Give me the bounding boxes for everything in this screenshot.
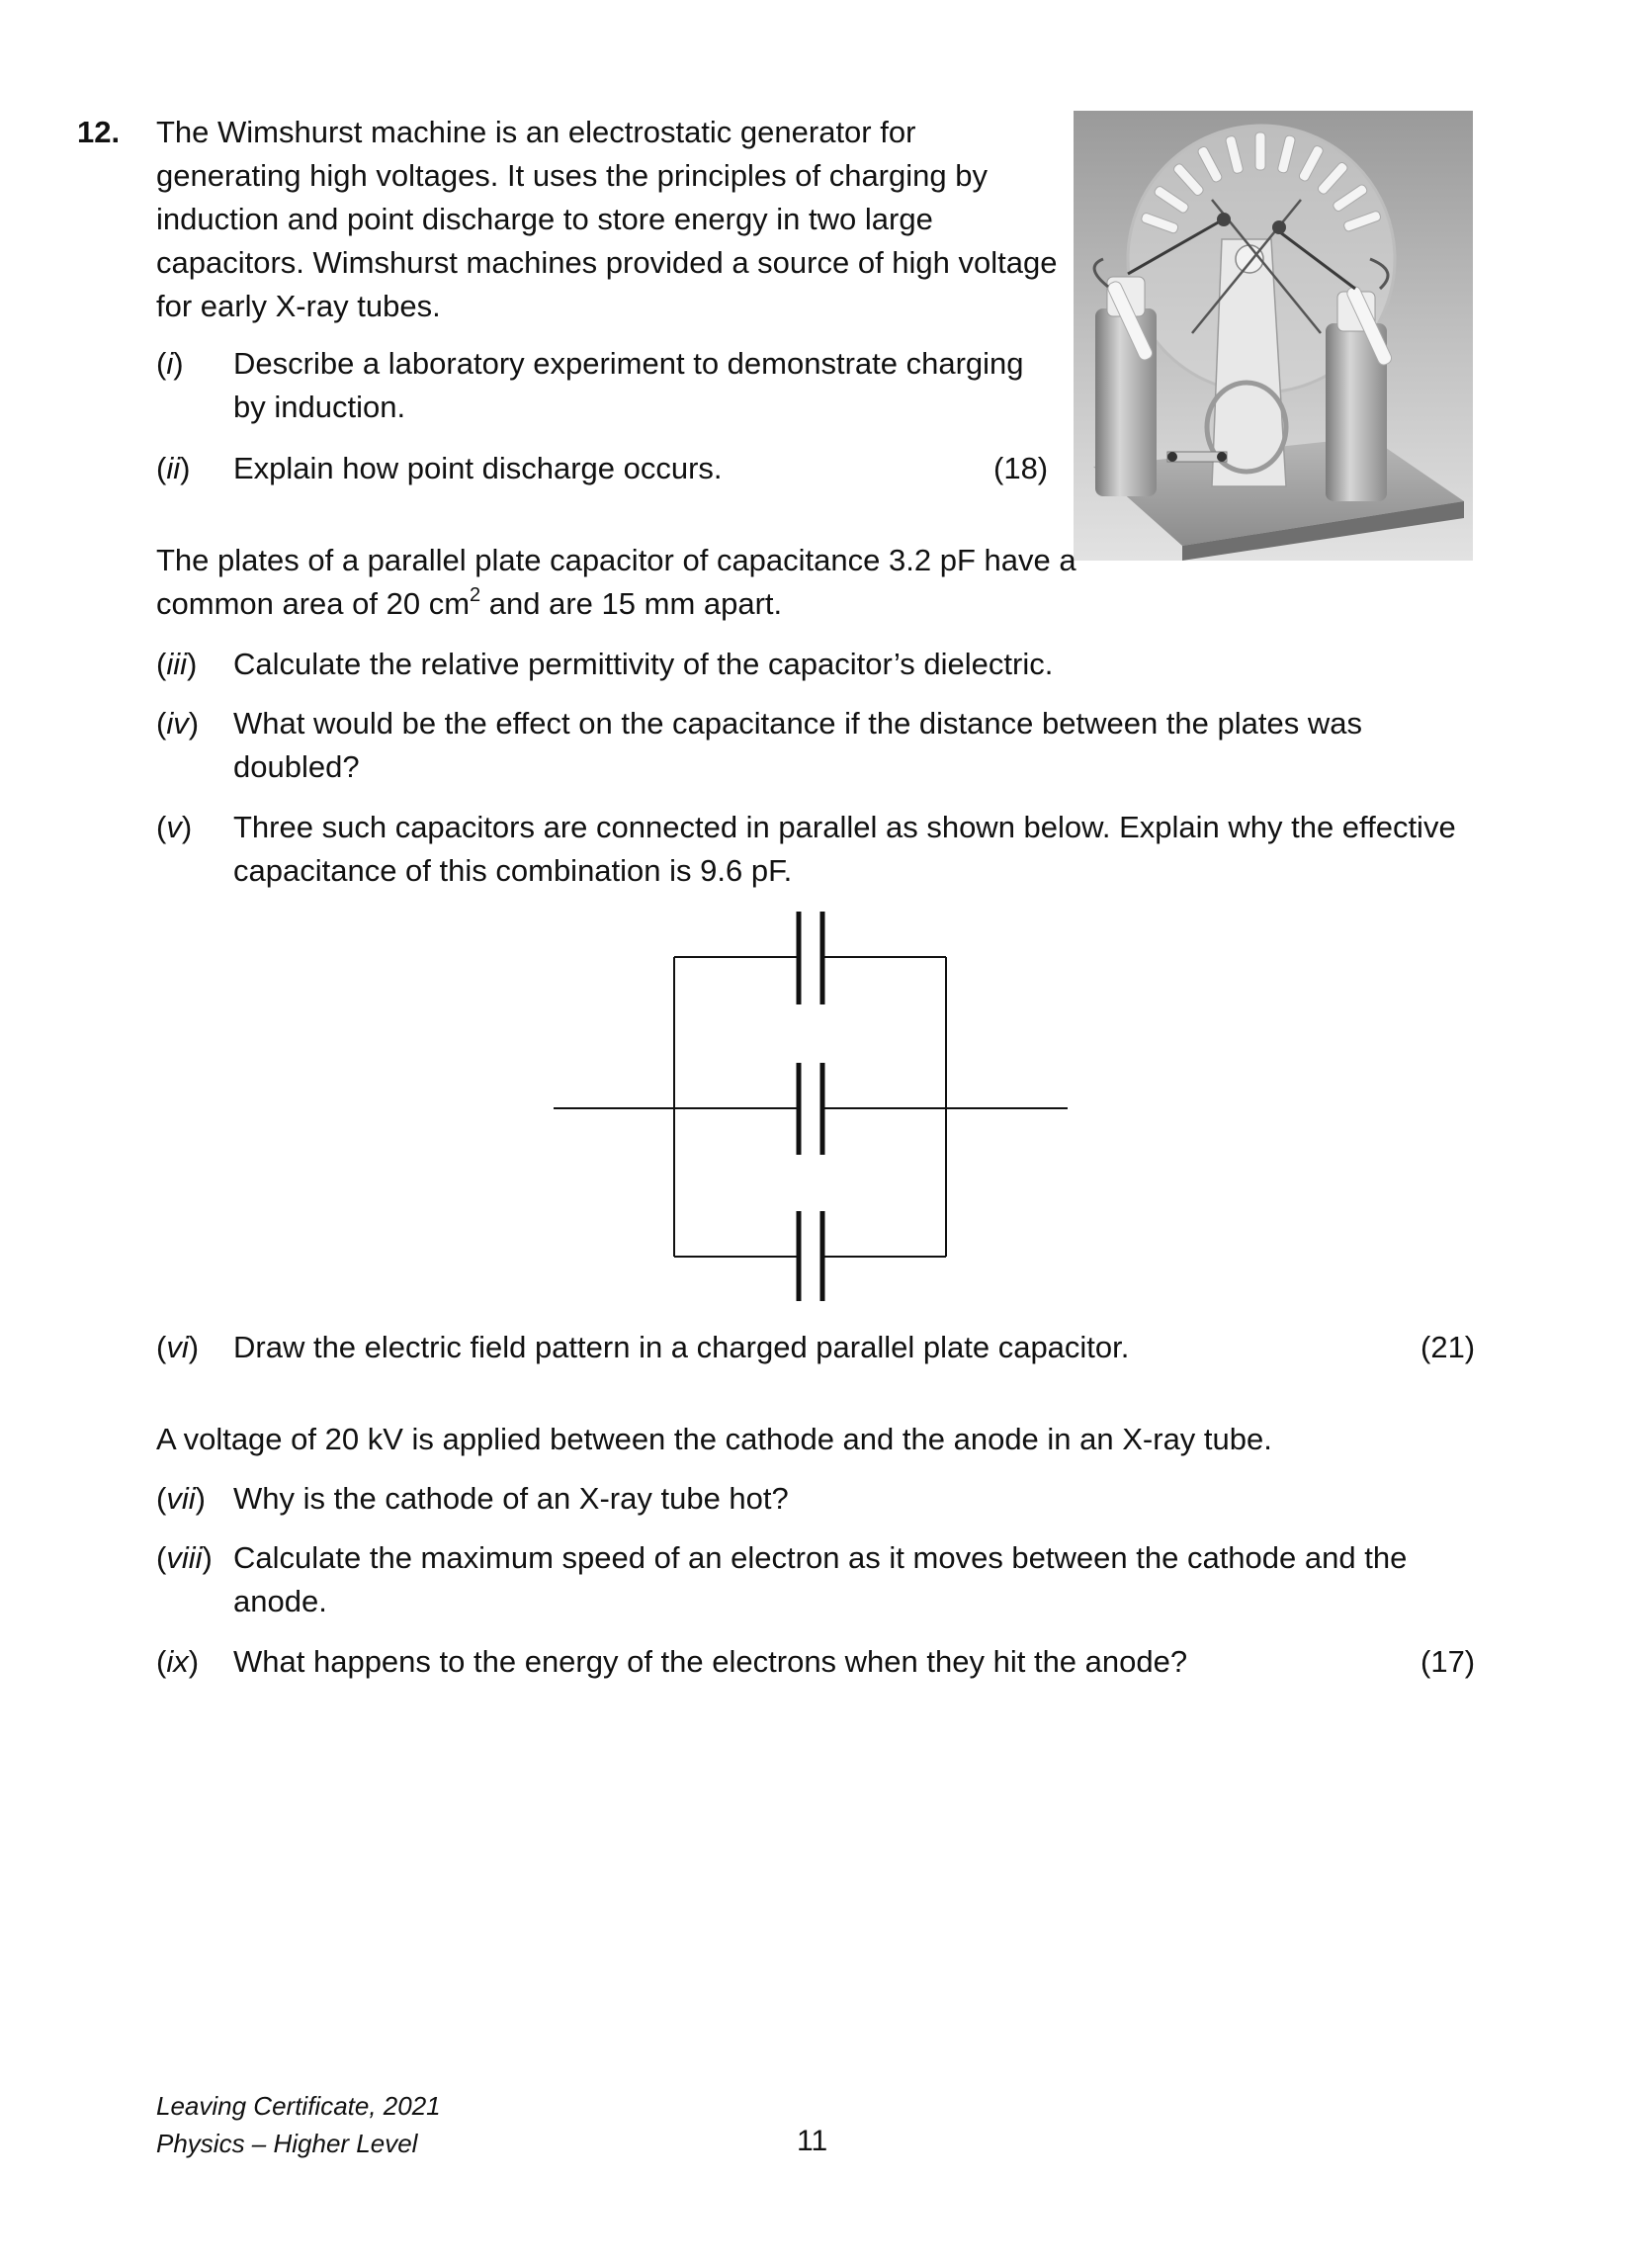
capacitor-intro-line-1: The plates of a parallel plate capacitor of capacitance 3.2 pF have a bbox=[156, 543, 1076, 577]
capacitor-intro-superscript: 2 bbox=[470, 583, 481, 606]
part-i-label: (i) bbox=[156, 346, 184, 381]
part-vii-text: Why is the cathode of an X-ray tube hot? bbox=[233, 1481, 789, 1516]
part-i-numeral: i bbox=[166, 346, 174, 381]
page-number: 11 bbox=[797, 2125, 828, 2157]
part-iv-numeral: iv bbox=[166, 706, 189, 741]
part-vi-label: (vi) bbox=[156, 1330, 200, 1364]
part-ix-text: What happens to the energy of the electrons when they hit the anode? bbox=[233, 1644, 1188, 1679]
part-ii-text: Explain how point discharge occurs. bbox=[233, 451, 723, 485]
part-ii-label: (ii) bbox=[156, 451, 191, 485]
wimshurst-machine-photo bbox=[1074, 111, 1473, 561]
intro-line-5: for early X-ray tubes. bbox=[156, 289, 441, 323]
part-vi-numeral: vi bbox=[166, 1330, 189, 1364]
part-v-label: (v) bbox=[156, 810, 193, 844]
capacitor-intro-line-2 bbox=[156, 582, 782, 626]
part-viii-label: (viii) bbox=[156, 1540, 213, 1575]
capacitor-intro-line-2-a: common area of 20 cm bbox=[156, 586, 471, 621]
parallel-capacitors-circuit-diagram bbox=[549, 908, 1073, 1303]
part-vii-numeral: vii bbox=[166, 1481, 196, 1516]
part-iv-line-2: doubled? bbox=[233, 749, 360, 784]
part-iii-label: (iii) bbox=[156, 647, 198, 681]
part-v-line-1: Three such capacitors are connected in parallel as shown below. Explain why the effective bbox=[233, 810, 1456, 844]
part-viii-numeral: viii bbox=[166, 1540, 203, 1575]
part-vi-mark: (21) bbox=[1420, 1330, 1476, 1364]
part-ix-mark: (17) bbox=[1420, 1644, 1476, 1679]
part-ii-numeral: ii bbox=[166, 451, 181, 485]
question-number: 12. bbox=[77, 115, 121, 149]
capacitor-intro-line-2-b: and are 15 mm apart. bbox=[480, 586, 783, 621]
xray-intro: A voltage of 20 kV is applied between the cathode and the anode in an X-ray tube. bbox=[156, 1422, 1272, 1456]
part-iv-label: (iv) bbox=[156, 706, 200, 741]
part-i-line-2: by induction. bbox=[233, 390, 406, 424]
footer-subject: Physics – Higher Level bbox=[156, 2129, 418, 2158]
part-i-line-1: Describe a laboratory experiment to demonstrate charging bbox=[233, 346, 1024, 381]
part-vi-text: Draw the electric field pattern in a charged parallel plate capacitor. bbox=[233, 1330, 1130, 1364]
part-vii-label: (vii) bbox=[156, 1481, 206, 1516]
footer-exam-title: Leaving Certificate, 2021 bbox=[156, 2091, 441, 2121]
part-v-line-2: capacitance of this combination is 9.6 pF. bbox=[233, 853, 793, 888]
part-iii-numeral: iii bbox=[166, 647, 187, 681]
intro-line-2: generating high voltages. It uses the principles of charging by bbox=[156, 158, 988, 193]
part-viii-line-2: anode. bbox=[233, 1584, 327, 1618]
part-ix-numeral: ix bbox=[166, 1644, 189, 1679]
intro-line-1: The Wimshurst machine is an electrostatic generator for bbox=[156, 115, 916, 149]
part-iii-text: Calculate the relative permittivity of the capacitor’s dielectric. bbox=[233, 647, 1054, 681]
intro-line-4: capacitors. Wimshurst machines provided a source of high voltage bbox=[156, 245, 1058, 280]
part-v-numeral: v bbox=[166, 810, 182, 844]
part-viii-line-1: Calculate the maximum speed of an electron as it moves between the cathode and the bbox=[233, 1540, 1408, 1575]
part-ix-label: (ix) bbox=[156, 1644, 200, 1679]
intro-line-3: induction and point discharge to store energy in two large bbox=[156, 202, 933, 236]
part-ii-mark: (18) bbox=[993, 451, 1049, 485]
part-iv-line-1: What would be the effect on the capacitance if the distance between the plates was bbox=[233, 706, 1362, 741]
